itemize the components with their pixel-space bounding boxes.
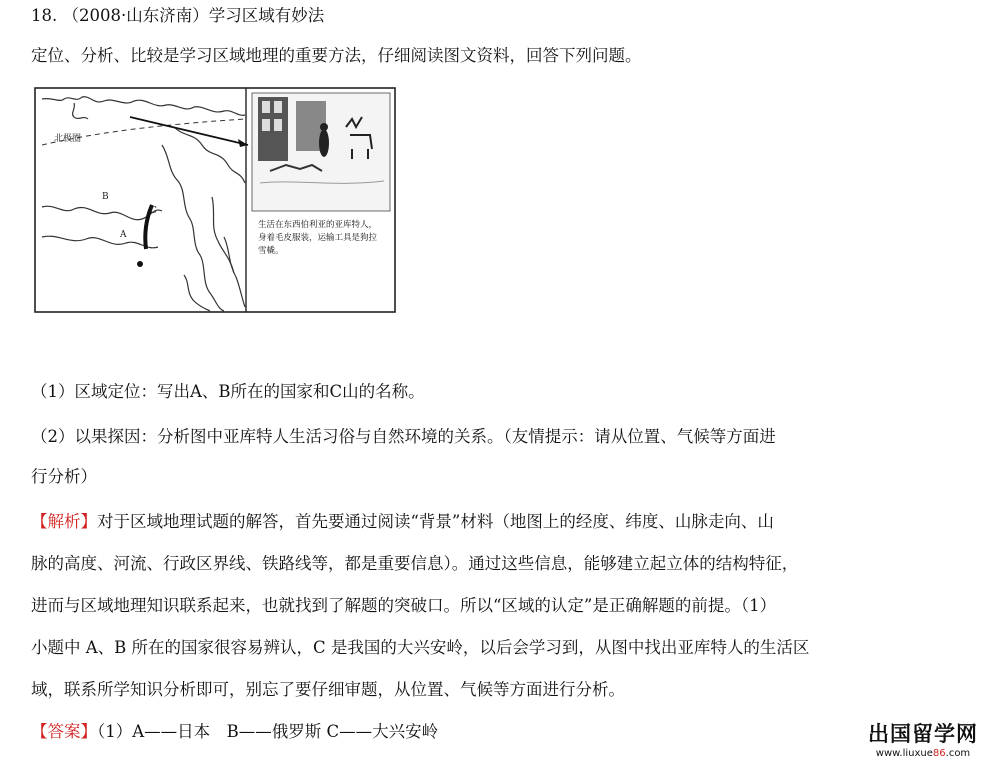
watermark-title: 出国留学网 xyxy=(868,722,978,746)
photo-panel xyxy=(252,93,390,211)
analysis-line-3: 进而与区域地理知识联系起来，也就找到了解题的突破口。所以“区域的认定”是正确解题的前提。（1） xyxy=(31,596,777,615)
caption-line-1: 生活在东西伯利亚的亚库特人， xyxy=(258,220,378,230)
question-intro: 定位、分析、比较是学习区域地理的重要方法，仔细阅读图文资料，回答下列问题。 xyxy=(31,46,642,65)
question-part-2-line-1: （2）以果探因：分析图中亚库特人生活习俗与自然环境的关系。（友情提示：请从位置、气候等方面进 xyxy=(31,427,776,446)
site-watermark xyxy=(868,718,978,759)
caption-line-3: 雪橇。 xyxy=(258,246,284,256)
analysis-tag: 【解析】 xyxy=(31,512,97,531)
question-title: 18. （2008·山东济南）学习区域有妙法 xyxy=(31,6,325,25)
photo-person xyxy=(319,129,329,157)
answer-line xyxy=(31,718,438,742)
answer-tag: 【答案】 xyxy=(31,722,97,741)
analysis-line-4: 小题中 A、B 所在的国家很容易辨认，C 是我国的大兴安岭，以后会学习到，从图中找出亚库特人的生活区 xyxy=(31,638,810,657)
analysis-text-1: 对于区域地理试题的解答，首先要通过阅读“背景”材料（地图上的经度、纬度、山脉走向、山 xyxy=(97,512,774,531)
map-illustration xyxy=(34,87,396,313)
city-marker xyxy=(137,261,143,267)
watermark-url: www.liuxue86.com xyxy=(875,748,971,759)
analysis-line-1 xyxy=(31,508,774,532)
label-c: C xyxy=(150,206,157,216)
arctic-circle-label: 北极圈 xyxy=(54,134,82,144)
label-b: B xyxy=(102,192,109,202)
question-part-1: （1）区域定位：写出A、B所在的国家和C山的名称。 xyxy=(31,382,425,401)
label-a: A xyxy=(120,230,127,240)
question-part-2-line-2: 行分析） xyxy=(31,467,97,486)
caption-line-2: 身着毛皮服装，运输工具是狗拉 xyxy=(258,233,378,243)
map-figure xyxy=(34,87,396,313)
analysis-line-2: 脉的高度、河流、行政区界线、铁路线等，都是重要信息）。通过这些信息，能够建立起立体的结构特征， xyxy=(31,554,799,573)
answer-text: （1）A——日本 B——俄罗斯 C——大兴安岭 xyxy=(97,722,439,741)
analysis-line-5: 域，联系所学知识分析即可，别忘了要仔细审题，从位置、气候等方面进行分析。 xyxy=(31,680,625,699)
